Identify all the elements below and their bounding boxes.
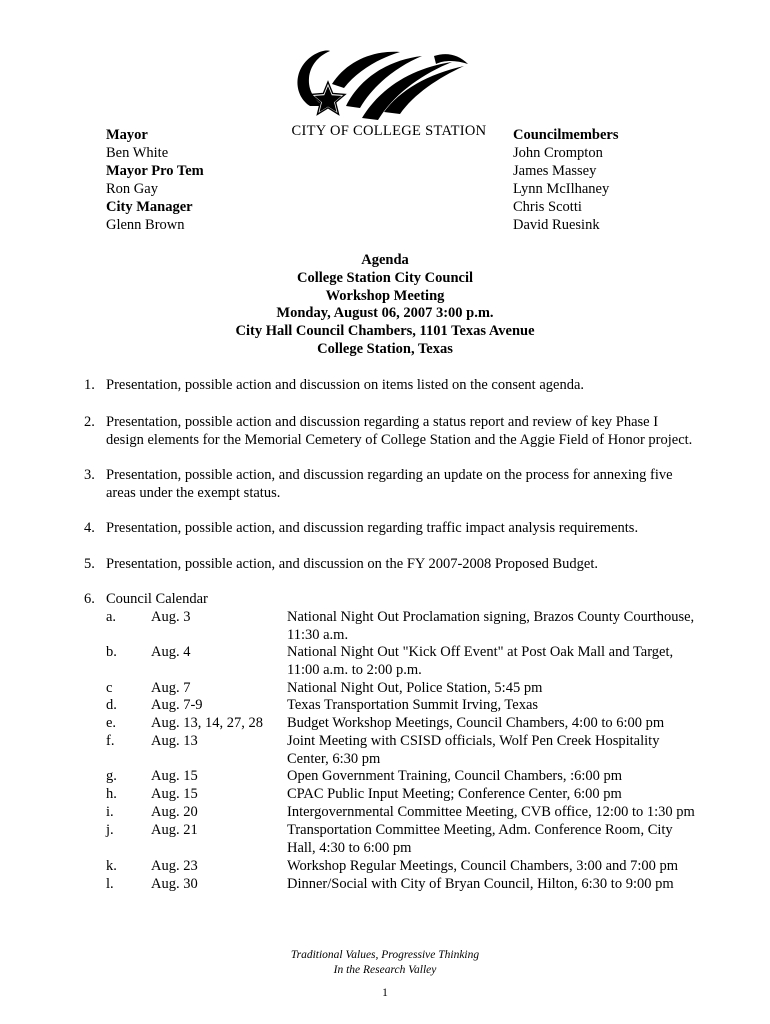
calendar-date: Aug. 7-9 xyxy=(151,697,203,713)
event-line: Workshop Regular Meetings, Council Chambers, 3:00 and 7:00 pm xyxy=(287,858,679,874)
footer-slogan xyxy=(0,948,770,978)
calendar-date: Aug. 13 xyxy=(151,733,198,749)
item-line: Presentation, possible action, and discussion on the FY 2007-2008 Proposed Budget. xyxy=(106,556,599,572)
calendar-date: Aug. 7 xyxy=(151,680,191,696)
item-text xyxy=(106,376,584,394)
calendar-event xyxy=(287,715,664,733)
item-number: 5. xyxy=(84,556,95,572)
calendar-letter: d. xyxy=(106,697,117,713)
official-name: Ron Gay xyxy=(106,181,158,197)
event-line: Transportation Committee Meeting, Adm. Conference Room, City xyxy=(287,822,673,838)
calendar-letter: i. xyxy=(106,804,114,820)
item-number: 6. xyxy=(84,591,95,607)
event-line: 11:00 a.m. to 2:00 p.m. xyxy=(287,661,422,678)
calendar-event xyxy=(287,804,695,822)
page-number: 1 xyxy=(382,987,388,999)
event-line: Center, 6:30 pm xyxy=(287,750,381,767)
item-line: Presentation, possible action and discussion regarding a status report and review of key Phase I xyxy=(106,414,659,430)
official-name: Ben White xyxy=(106,145,169,161)
calendar-date: Aug. 15 xyxy=(151,768,198,784)
calendar-date: Aug. 23 xyxy=(151,858,198,874)
officials-left xyxy=(106,126,204,234)
title-line: Agenda xyxy=(361,252,409,268)
calendar-event xyxy=(287,786,622,804)
official-name: David Ruesink xyxy=(513,217,600,233)
calendar-date: Aug. 4 xyxy=(151,644,191,660)
calendar-date: Aug. 21 xyxy=(151,822,198,838)
calendar-letter: l. xyxy=(106,876,114,892)
title-line: College Station City Council xyxy=(296,269,473,286)
calendar-event xyxy=(287,644,673,680)
item-number: 1. xyxy=(84,377,95,393)
calendar-letter: e. xyxy=(106,715,117,731)
title-line: City Hall Council Chambers, 1101 Texas Avenue xyxy=(235,323,535,340)
item-line: areas under the exempt status. xyxy=(106,485,281,501)
event-line: Hall, 4:30 to 6:00 pm xyxy=(287,839,412,856)
item-line: design elements for the Memorial Cemetery of College Station and the Aggie Field of Honor project. xyxy=(106,432,693,448)
star-swoosh-icon xyxy=(288,44,488,124)
calendar-letter: j. xyxy=(106,822,114,838)
calendar-event xyxy=(287,768,622,786)
item-text xyxy=(106,555,598,573)
logo-wordmark: CITY OF COLLEGE STATION xyxy=(291,123,487,139)
event-line: National Night Out Proclamation signing, Brazos County Courthouse, xyxy=(287,609,695,625)
calendar-event xyxy=(287,822,673,858)
official-role: Mayor xyxy=(106,127,148,143)
calendar-event xyxy=(287,876,674,894)
calendar-event xyxy=(287,680,542,698)
event-line: Budget Workshop Meetings, Council Chambers, 4:00 to 6:00 pm xyxy=(287,715,665,731)
event-line: Texas Transportation Summit Irving, Texas xyxy=(287,697,539,713)
item-number: 4. xyxy=(84,520,95,536)
calendar-date: Aug. 30 xyxy=(151,876,198,892)
item-text xyxy=(106,590,208,608)
official-name: Lynn McIlhaney xyxy=(513,181,610,197)
event-line: Intergovernmental Committee Meeting, CVB office, 12:00 to 1:30 pm xyxy=(287,804,695,820)
official-name: Glenn Brown xyxy=(106,217,185,233)
item-number: 2. xyxy=(84,414,95,430)
calendar-letter: f. xyxy=(106,733,115,749)
item-line: Presentation, possible action, and discussion regarding an update on the process for annexing five xyxy=(106,467,673,483)
item-number: 3. xyxy=(84,467,95,483)
calendar-date: Aug. 3 xyxy=(151,609,191,625)
item-text xyxy=(106,519,638,537)
item-text xyxy=(106,413,692,449)
calendar-letter: c xyxy=(106,680,113,696)
event-line: National Night Out "Kick Off Event" at Post Oak Mall and Target, xyxy=(287,644,674,660)
calendar-letter: k. xyxy=(106,858,117,874)
event-line: 11:30 a.m. xyxy=(287,626,349,643)
calendar-event xyxy=(287,733,659,769)
calendar-letter: h. xyxy=(106,786,117,802)
city-logo xyxy=(288,44,488,144)
item-line: Council Calendar xyxy=(106,591,208,607)
event-line: Dinner/Social with City of Bryan Council, Hilton, 6:30 to 9:00 pm xyxy=(287,876,674,892)
official-name: John Crompton xyxy=(513,145,603,161)
official-role: City Manager xyxy=(106,199,193,215)
calendar-letter: b. xyxy=(106,644,117,660)
calendar-date: Aug. 13, 14, 27, 28 xyxy=(151,715,263,731)
calendar-date: Aug. 20 xyxy=(151,804,198,820)
event-line: Joint Meeting with CSISD officials, Wolf Pen Creek Hospitality xyxy=(287,733,660,749)
calendar-letter: g. xyxy=(106,768,117,784)
event-line: Open Government Training, Council Chambers, :6:00 pm xyxy=(287,768,623,784)
official-role: Mayor Pro Tem xyxy=(106,163,204,179)
agenda-title xyxy=(0,252,770,359)
title-line: Workshop Meeting xyxy=(325,287,445,304)
official-name: James Massey xyxy=(513,163,597,179)
slogan-line: Traditional Values, Progressive Thinking xyxy=(290,949,480,961)
official-name: Chris Scotti xyxy=(513,199,582,215)
calendar-date: Aug. 15 xyxy=(151,786,198,802)
calendar-letter: a. xyxy=(106,609,117,625)
calendar-event xyxy=(287,697,538,715)
calendar-event xyxy=(287,609,694,645)
event-line: National Night Out, Police Station, 5:45 pm xyxy=(287,680,543,696)
councilmembers-right xyxy=(513,126,619,234)
official-role: Councilmembers xyxy=(513,127,619,143)
title-line: College Station, Texas xyxy=(317,340,453,357)
event-line: CPAC Public Input Meeting; Conference Center, 6:00 pm xyxy=(287,786,622,802)
title-line: Monday, August 06, 2007 3:00 p.m. xyxy=(276,305,494,322)
item-line: Presentation, possible action, and discussion regarding traffic impact analysis requirements. xyxy=(106,520,639,536)
item-text xyxy=(106,466,673,502)
slogan-line: In the Research Valley xyxy=(333,964,437,976)
item-line: Presentation, possible action and discussion on items listed on the consent agenda. xyxy=(106,377,585,393)
calendar-event xyxy=(287,858,678,876)
